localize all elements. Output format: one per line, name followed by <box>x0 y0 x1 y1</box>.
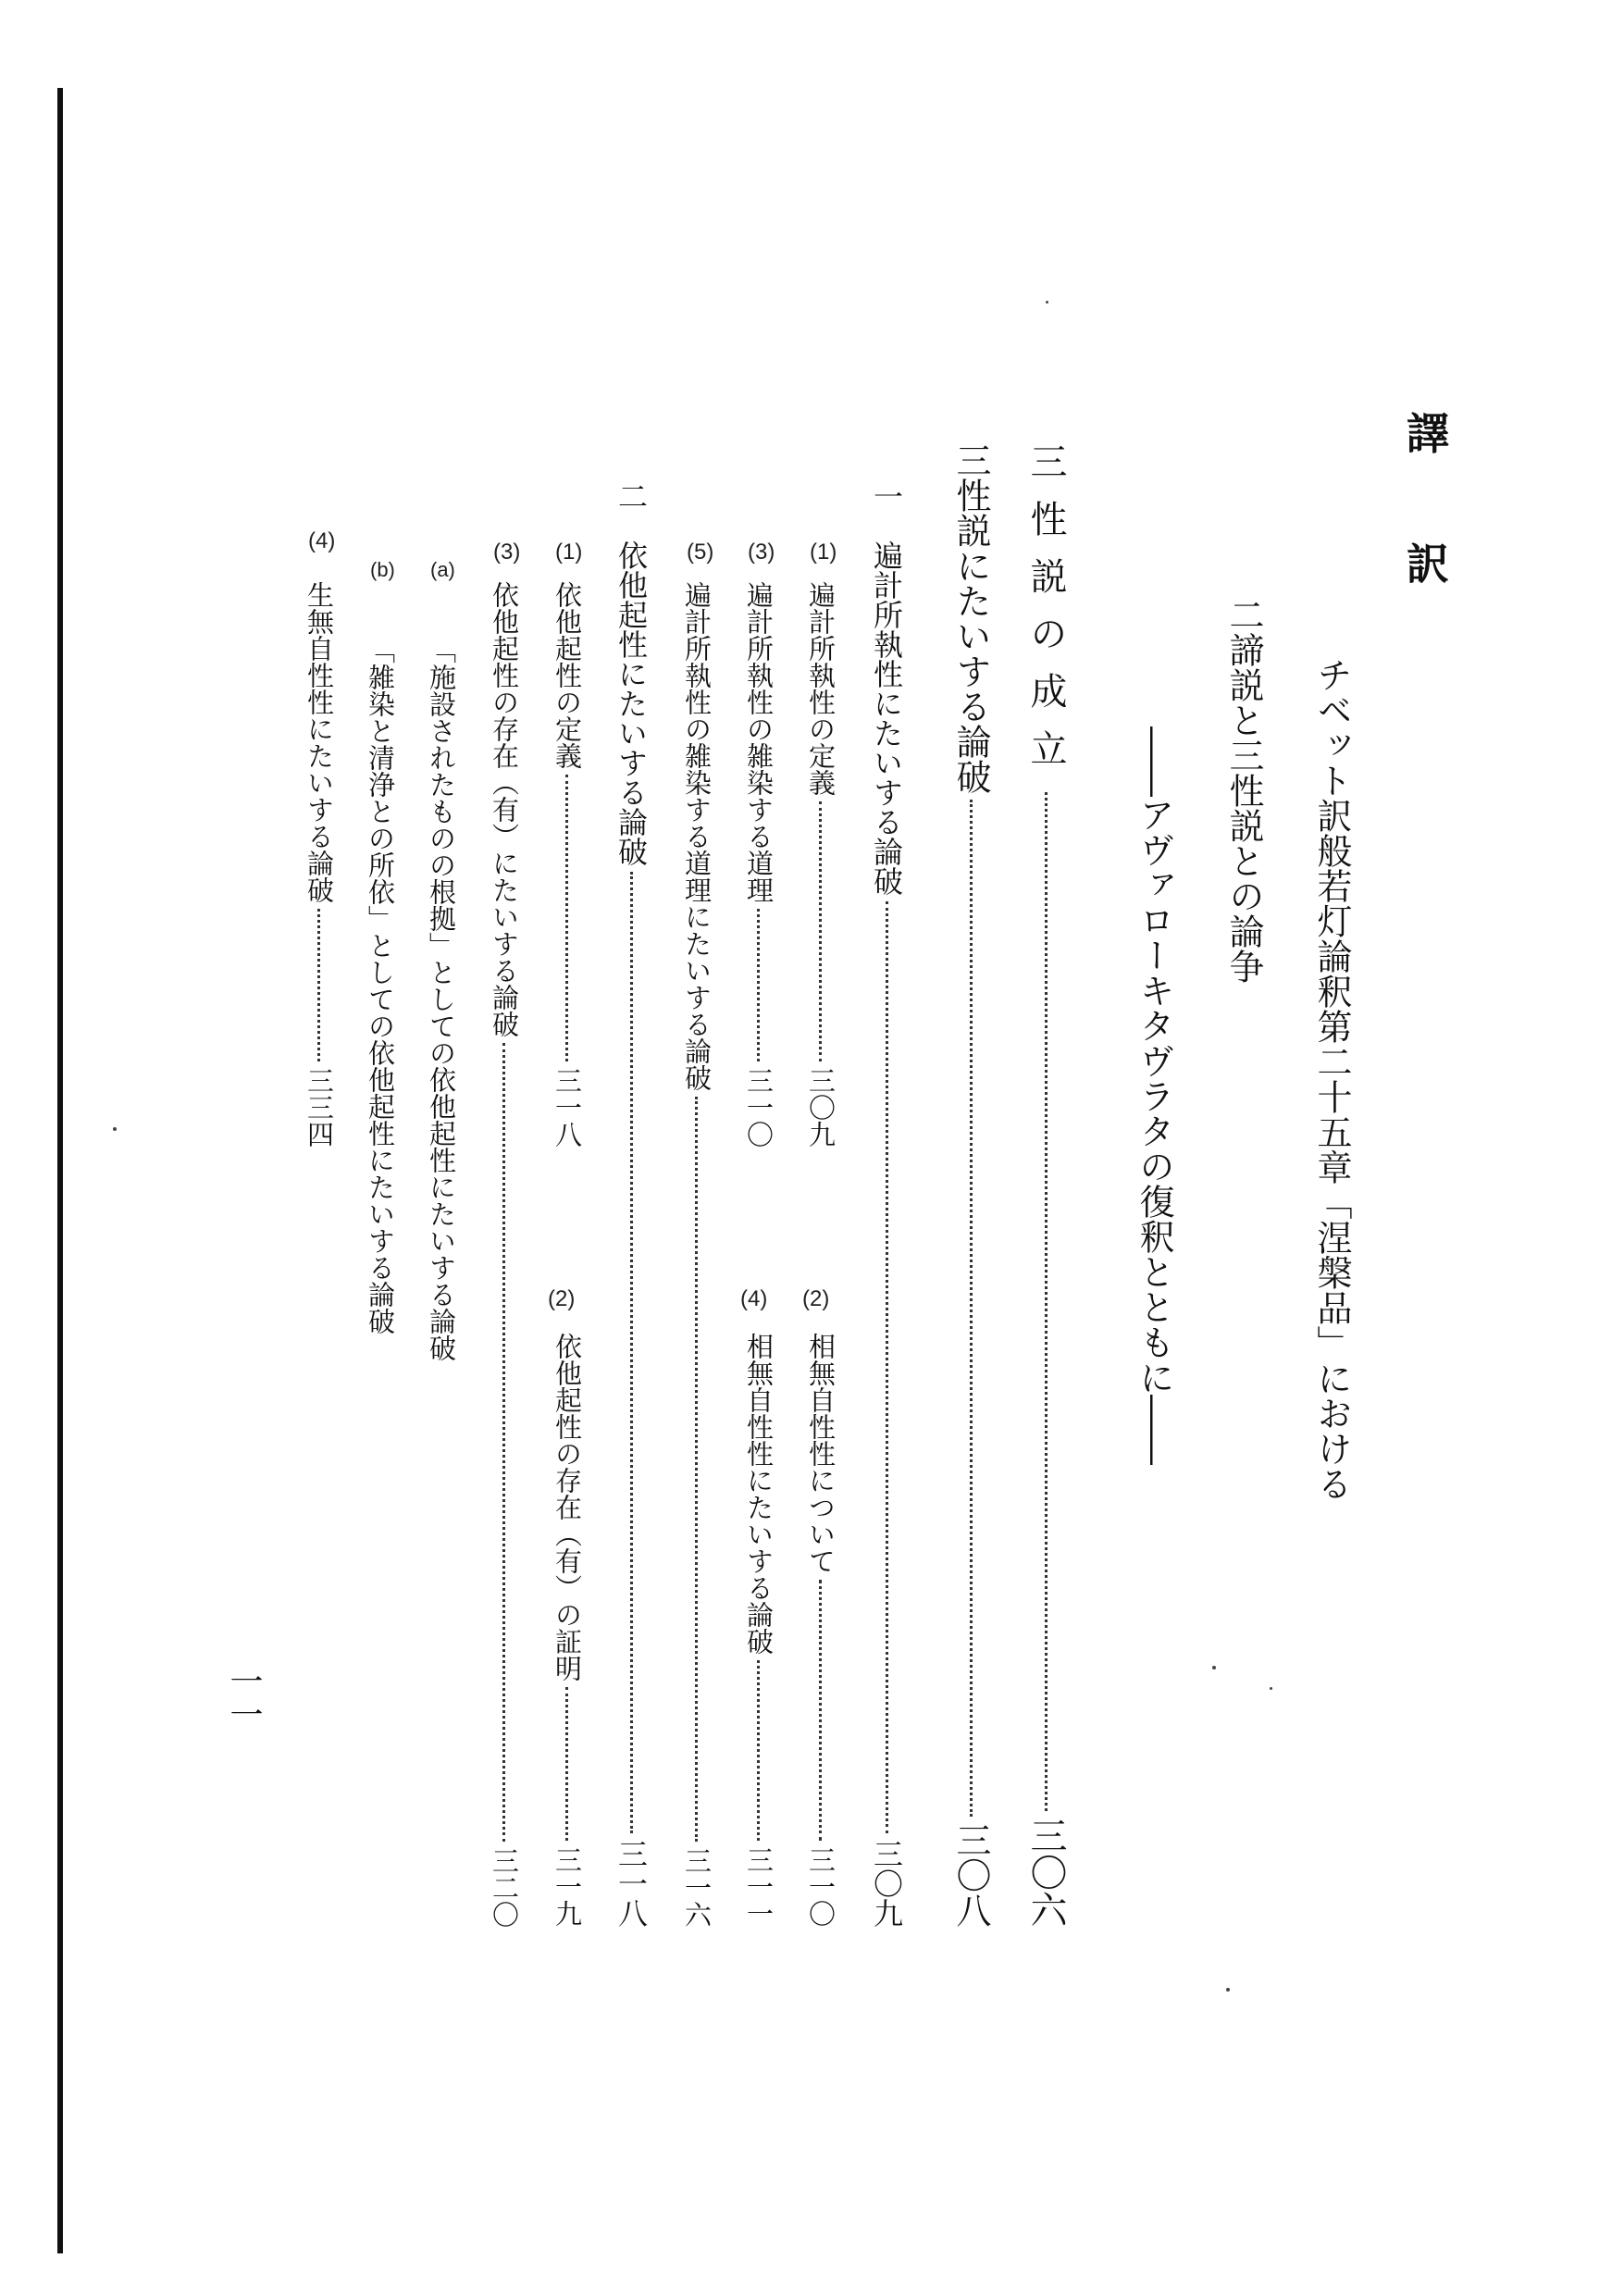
toc-title: 依他起性の存在（有）の証明 <box>552 1333 583 1682</box>
toc-page: 三一八 <box>614 1839 649 1928</box>
toc-title: 相無自性性について <box>805 1333 837 1574</box>
toc-title: 一 遍計所執性にたいする論破 <box>869 481 904 896</box>
toc-label: (2) <box>802 1286 830 1311</box>
dot-leader <box>502 1043 505 1842</box>
toc-entry-s1[interactable] <box>1024 442 1067 1928</box>
toc-page: 三三四 <box>304 1067 335 1148</box>
toc-page: 三〇九 <box>805 1067 837 1148</box>
toc-entry-s15[interactable] <box>304 581 335 1148</box>
toc-page: 三〇八 <box>950 1822 991 1928</box>
toc-label: (3) <box>493 540 521 565</box>
scan-speck <box>113 1127 117 1131</box>
toc-label: (4) <box>308 528 336 553</box>
header-yaku: 訳 <box>1400 541 1450 584</box>
toc-entry-s13[interactable]: 「施設されたものの根拠」としての依他起性にたいする論破 <box>426 637 457 1361</box>
toc-page: 三一六 <box>681 1847 713 1928</box>
scan-speck <box>1212 1666 1216 1669</box>
toc-title: 三性説にたいする論破 <box>950 442 991 794</box>
toc-entry-s14[interactable]: 「雑染と清浄との所依」としての依他起性にたいする論破 <box>365 637 396 1334</box>
toc-entry-s2[interactable] <box>950 442 991 1928</box>
toc-label: (4) <box>740 1286 768 1311</box>
toc-entry-s5[interactable] <box>805 1333 837 1927</box>
toc-entry-s7[interactable] <box>743 1333 775 1927</box>
toc-title: 生無自性性にたいする論破 <box>304 581 335 903</box>
toc-page: 三一一 <box>743 1846 775 1927</box>
toc-page: 三一八 <box>552 1067 583 1148</box>
dot-leader <box>695 1097 698 1842</box>
title-line-2: 二諦説と三性説との論争 <box>1223 597 1264 984</box>
scan-speck <box>1226 1988 1230 1992</box>
toc-entry-s11[interactable] <box>552 1333 583 1927</box>
toc-entry-s10[interactable] <box>552 581 583 1148</box>
dot-leader <box>886 901 888 1833</box>
toc-label: (a) <box>430 558 455 581</box>
toc-label: (1) <box>555 540 583 565</box>
toc-entry-s9[interactable] <box>614 481 649 1928</box>
dot-leader <box>630 872 633 1833</box>
toc-title: 相無自性性にたいする論破 <box>743 1333 775 1655</box>
toc-title: 依他起性の存在（有）にたいする論破 <box>489 581 520 1037</box>
toc-label: (5) <box>687 540 714 565</box>
toc-entry-s12[interactable] <box>489 581 520 1928</box>
header-kanji: 譯 <box>1400 411 1450 453</box>
dot-leader <box>757 1660 760 1841</box>
toc-title: 三性説の成立 <box>1024 442 1067 787</box>
dot-leader <box>565 1687 568 1841</box>
toc-page: 三一〇 <box>805 1846 837 1927</box>
toc-title: 依他起性の定義 <box>552 581 583 769</box>
toc-page: 三〇九 <box>869 1839 904 1928</box>
toc-page: 三一〇 <box>743 1067 775 1148</box>
toc-label: (1) <box>810 540 837 565</box>
subtitle: ――アヴァローキタヴラタの復釈とともに―― <box>1134 726 1174 1465</box>
dot-leader <box>1045 792 1048 1811</box>
toc-entry-s6[interactable] <box>743 581 775 1148</box>
toc-title: 二 依他起性にたいする論破 <box>614 481 649 866</box>
toc-page: 三二〇 <box>489 1847 520 1928</box>
toc-entry-s3[interactable] <box>869 481 904 1928</box>
dot-leader <box>970 800 973 1817</box>
left-margin-rule <box>57 88 63 2253</box>
dot-leader <box>565 775 568 1061</box>
toc-entry-s8[interactable] <box>681 581 713 1928</box>
toc-title: 遍計所執性の雑染する道理にたいする論破 <box>681 581 713 1091</box>
toc-label: (2) <box>548 1286 576 1311</box>
title-line-1: チベット訳般若灯論釈第二十五章「涅槃品」における <box>1311 657 1352 1501</box>
toc-label: (b) <box>370 558 395 581</box>
dot-leader <box>819 801 822 1061</box>
toc-entry-s4[interactable] <box>805 581 837 1148</box>
scan-speck <box>1270 1687 1272 1690</box>
page-number: 一一 <box>225 1664 263 1731</box>
dot-leader <box>819 1580 822 1841</box>
toc-page: 三〇六 <box>1024 1817 1067 1928</box>
toc-title: 遍計所執性の雑染する道理 <box>743 581 775 903</box>
scan-speck <box>1046 301 1048 304</box>
toc-title: 遍計所執性の定義 <box>805 581 837 796</box>
dot-leader <box>317 909 320 1061</box>
toc-page: 三一九 <box>552 1846 583 1927</box>
toc-label: (3) <box>748 540 775 565</box>
dot-leader <box>757 909 760 1061</box>
